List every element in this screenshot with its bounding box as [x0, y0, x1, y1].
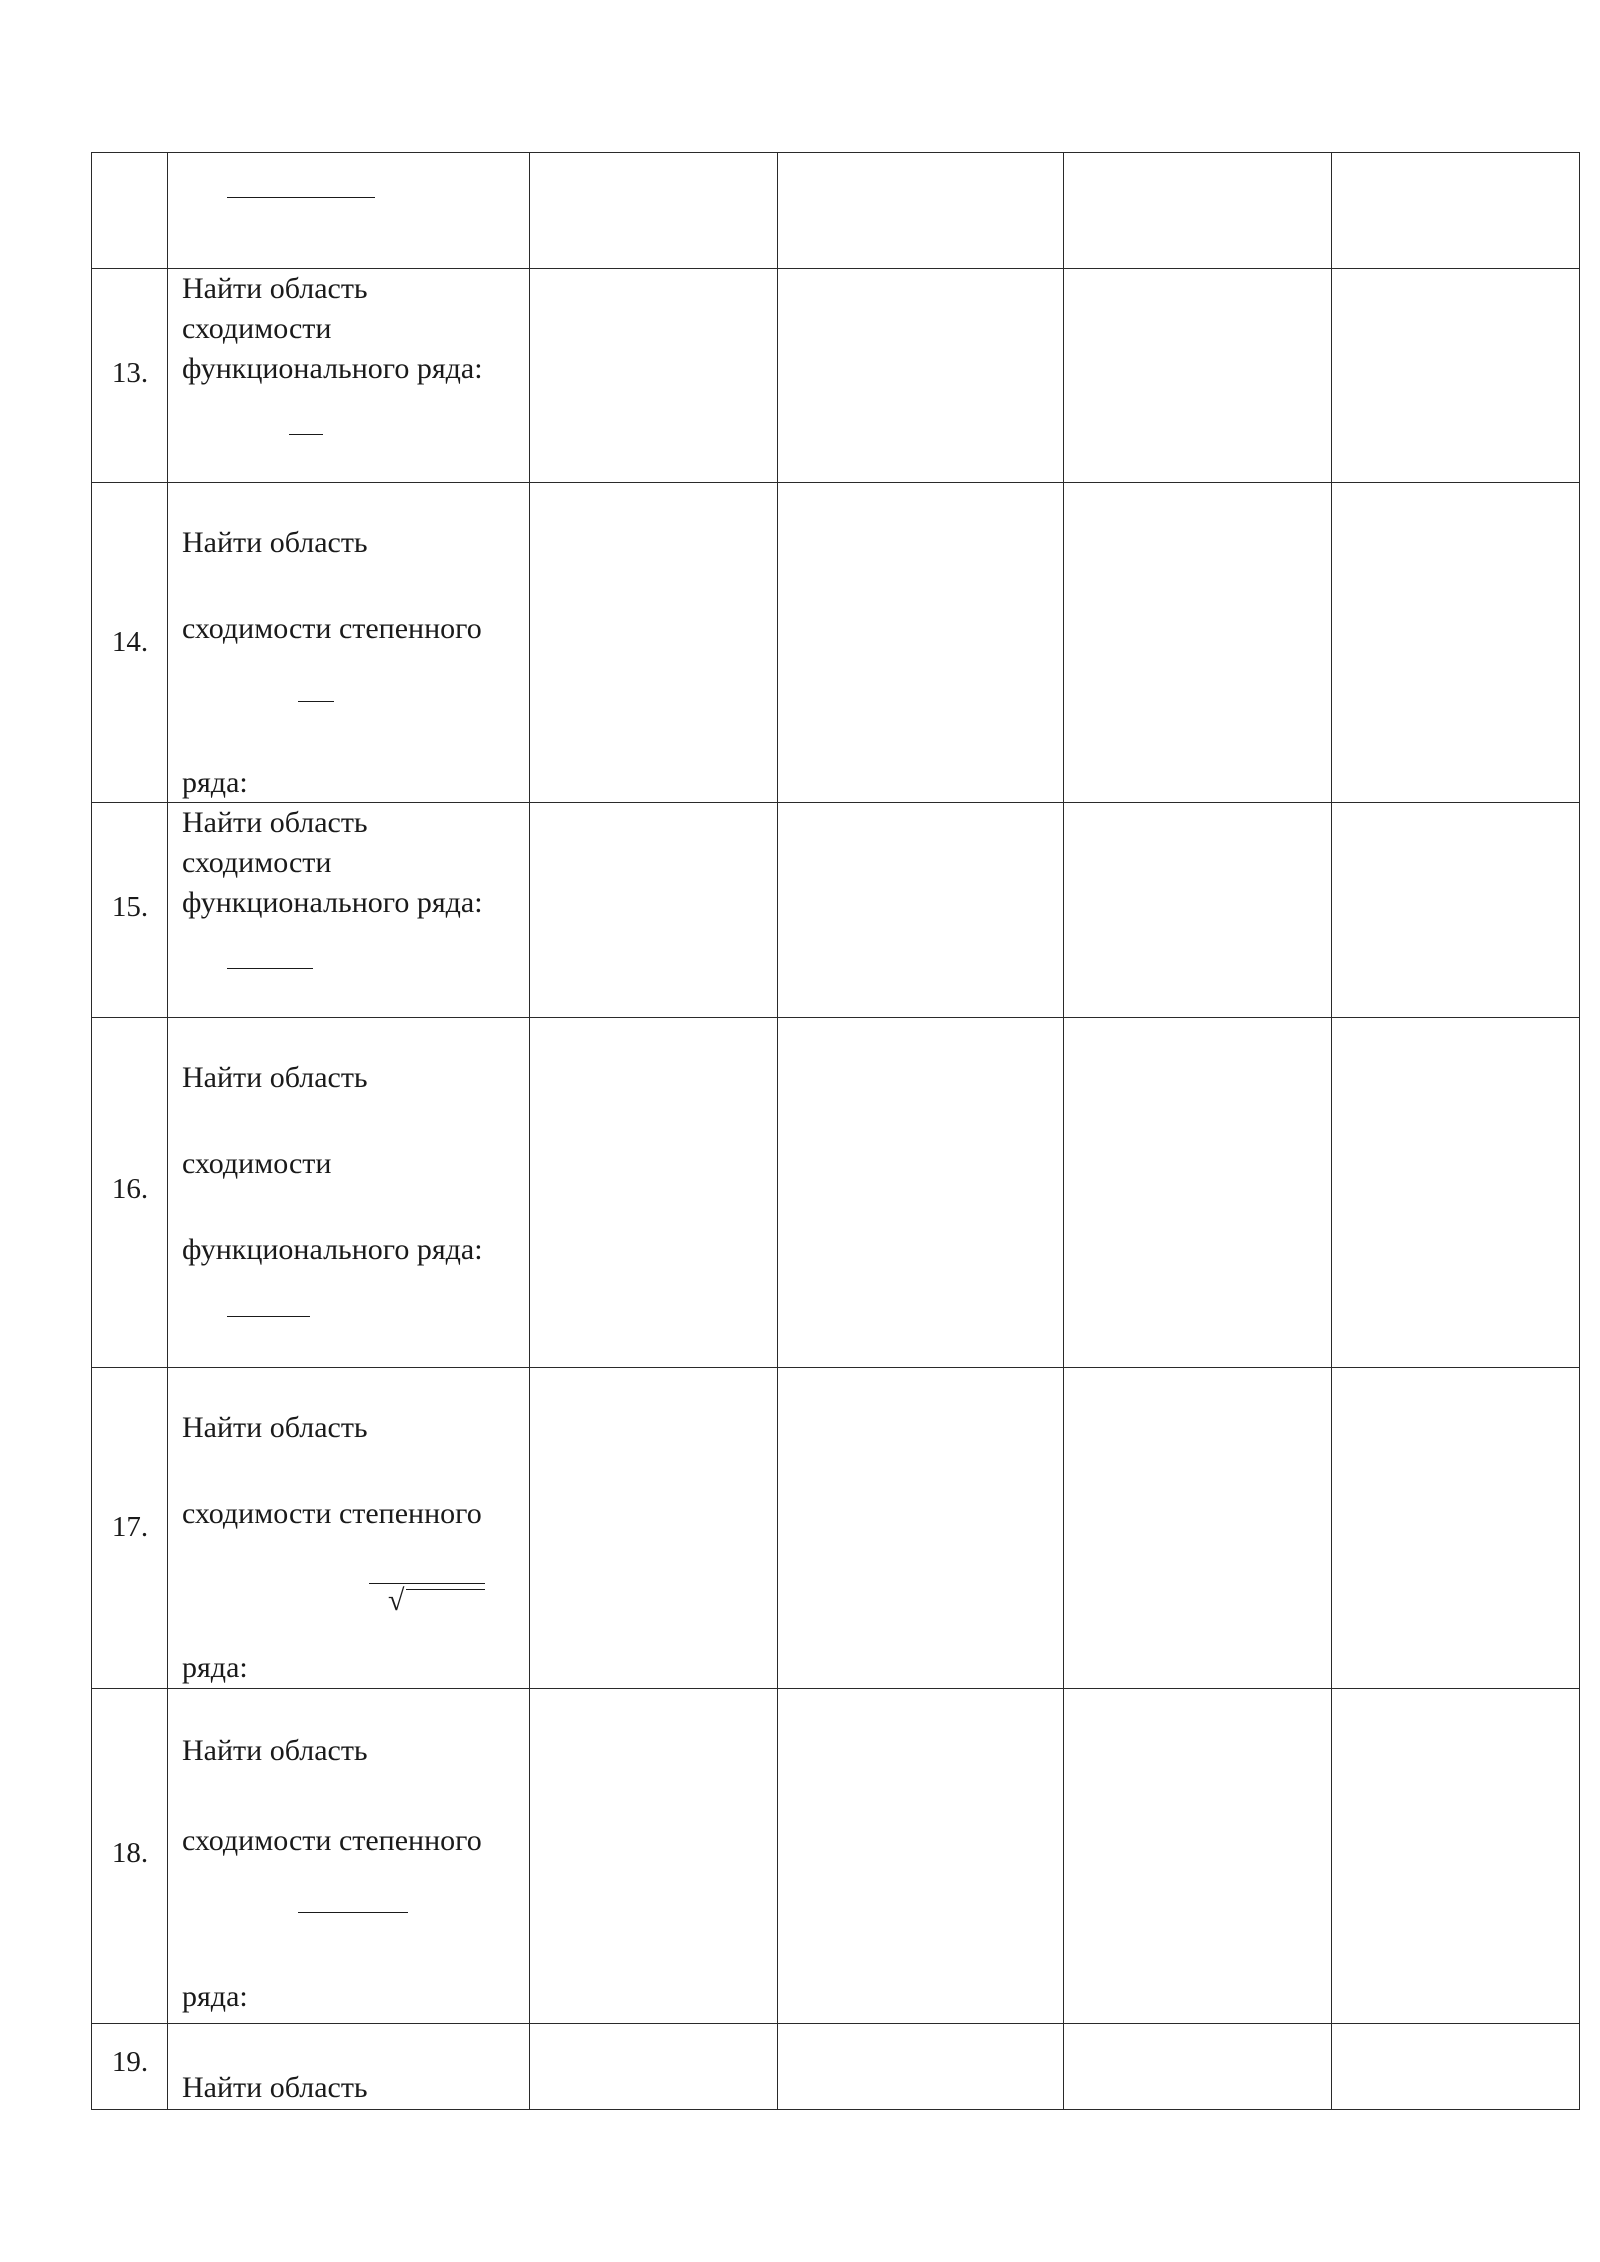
- table-row: [92, 483, 1580, 803]
- number-cell: [92, 1689, 168, 2024]
- task-text-line: Найти область: [182, 1061, 368, 1094]
- task-text-line: ряда:: [182, 766, 248, 799]
- answer-cell[interactable]: [1064, 803, 1332, 1018]
- task-number: 17.: [111, 1511, 149, 1543]
- answer-cell[interactable]: [1332, 803, 1580, 1018]
- task-text-line: Найти область: [182, 1734, 368, 1767]
- task-text-line: ряда:: [182, 1980, 248, 2013]
- answer-cell[interactable]: [1332, 153, 1580, 269]
- answer-cell[interactable]: [778, 1689, 1064, 2024]
- task-text-line: Найти область: [182, 806, 368, 839]
- answer-cell[interactable]: [530, 1018, 778, 1368]
- task-cell: [168, 153, 530, 269]
- answer-cell[interactable]: [530, 1368, 778, 1689]
- task-number: 19.: [111, 2046, 149, 2078]
- task-cell: [168, 269, 530, 483]
- task-number: 15.: [111, 891, 149, 923]
- task-cell: [168, 1368, 530, 1689]
- task-cell: [168, 483, 530, 803]
- task-text-line: сходимости: [182, 846, 332, 879]
- task-text-line: сходимости степенного: [182, 1824, 482, 1857]
- task-text-line: Найти область: [182, 272, 368, 305]
- answer-cell[interactable]: [530, 2024, 778, 2110]
- answer-cell[interactable]: [778, 2024, 1064, 2110]
- number-cell: [92, 483, 168, 803]
- answer-cell[interactable]: [1332, 1689, 1580, 2024]
- answer-cell[interactable]: [1332, 483, 1580, 803]
- answer-cell[interactable]: [1064, 2024, 1332, 2110]
- answer-cell[interactable]: [1064, 1018, 1332, 1368]
- answer-cell[interactable]: [530, 269, 778, 483]
- fraction-bar: [369, 1583, 485, 1584]
- task-text-line: ряда:: [182, 1651, 248, 1684]
- answer-cell[interactable]: [1064, 269, 1332, 483]
- number-cell: [92, 1018, 168, 1368]
- table-row: [92, 269, 1580, 483]
- table-row: [92, 153, 1580, 269]
- fraction-bar: [298, 1912, 408, 1913]
- task-text-line: сходимости: [182, 1147, 332, 1180]
- number-cell: [92, 1368, 168, 1689]
- fraction-bar: [289, 434, 323, 435]
- fraction-bar: [227, 968, 313, 969]
- task-text-line: сходимости степенного: [182, 612, 482, 645]
- answer-cell[interactable]: [778, 803, 1064, 1018]
- number-cell: [92, 2024, 168, 2110]
- task-text-line: функционального ряда:: [182, 1233, 483, 1266]
- table-row: [92, 1368, 1580, 1689]
- task-cell: [168, 1689, 530, 2024]
- task-cell: [168, 1018, 530, 1368]
- answer-cell[interactable]: [1064, 483, 1332, 803]
- tasks-table: [91, 152, 1580, 2110]
- answer-cell[interactable]: [778, 153, 1064, 269]
- fraction-bar: [298, 701, 334, 702]
- table-row: [92, 1689, 1580, 2024]
- task-text-line: сходимости степенного: [182, 1497, 482, 1530]
- table-row: [92, 803, 1580, 1018]
- sqrt-icon: √: [388, 1584, 405, 1617]
- table-row: [92, 2024, 1580, 2110]
- table-row: [92, 1018, 1580, 1368]
- answer-cell[interactable]: [530, 483, 778, 803]
- answer-cell[interactable]: [778, 1368, 1064, 1689]
- task-text-line: Найти область: [182, 2071, 368, 2104]
- fraction-bar: [227, 197, 375, 198]
- task-number: 18.: [111, 1837, 149, 1869]
- task-text-line: функционального ряда:: [182, 886, 483, 919]
- task-text-line: Найти область: [182, 526, 368, 559]
- answer-cell[interactable]: [778, 483, 1064, 803]
- answer-cell[interactable]: [1064, 153, 1332, 269]
- answer-cell[interactable]: [1064, 1689, 1332, 2024]
- task-text-line: сходимости: [182, 312, 332, 345]
- task-text-line: функционального ряда:: [182, 352, 483, 385]
- radical-bar: [406, 1589, 485, 1590]
- answer-cell[interactable]: [1332, 1368, 1580, 1689]
- answer-cell[interactable]: [778, 1018, 1064, 1368]
- number-cell: [92, 269, 168, 483]
- answer-cell[interactable]: [1332, 269, 1580, 483]
- answer-cell[interactable]: [530, 803, 778, 1018]
- answer-cell[interactable]: [530, 153, 778, 269]
- task-number: 13.: [111, 357, 149, 389]
- task-cell: [168, 803, 530, 1018]
- task-number: 14.: [111, 626, 149, 658]
- answer-cell[interactable]: [1332, 2024, 1580, 2110]
- task-cell: [168, 2024, 530, 2110]
- task-number: 16.: [111, 1173, 149, 1205]
- number-cell: [92, 153, 168, 269]
- answer-cell[interactable]: [1064, 1368, 1332, 1689]
- number-cell: [92, 803, 168, 1018]
- answer-cell[interactable]: [778, 269, 1064, 483]
- task-text-line: Найти область: [182, 1411, 368, 1444]
- fraction-bar: [227, 1316, 310, 1317]
- answer-cell[interactable]: [1332, 1018, 1580, 1368]
- answer-cell[interactable]: [530, 1689, 778, 2024]
